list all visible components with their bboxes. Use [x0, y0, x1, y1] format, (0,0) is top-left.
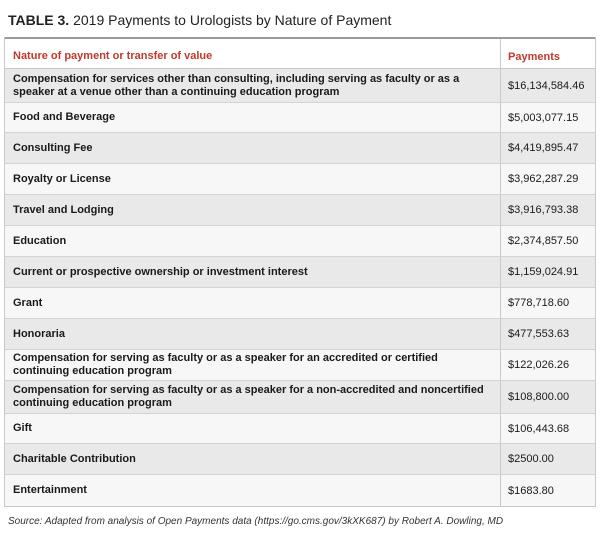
table-row — [5, 319, 595, 350]
source-note: Source: Adapted from analysis of Open Payments data (https://go.cms.gov/3kXK687) by Robert A. Dowling, MD — [8, 516, 504, 527]
nature-cell — [5, 444, 501, 474]
table-number: TABLE 3. — [8, 12, 70, 28]
header-nature: Nature of payment or transfer of value — [5, 39, 501, 68]
nature-text: Current or prospective ownership or investment interest — [13, 265, 308, 278]
nature-cell — [5, 414, 501, 443]
table-row — [5, 257, 595, 288]
nature-cell — [5, 381, 501, 413]
payment-cell: $5,003,077.15 — [508, 111, 579, 124]
nature-text: Compensation for serving as faculty or as a speaker for a non-accredited and noncertified continuing education program — [13, 384, 484, 409]
nature-cell — [5, 475, 501, 506]
nature-text: Gift — [13, 422, 32, 434]
nature-text: Entertainment — [13, 484, 87, 496]
payment-cell: $106,443.68 — [508, 422, 570, 435]
table-row — [5, 133, 595, 164]
payments-table — [4, 37, 596, 507]
table-row — [5, 195, 595, 226]
nature-cell — [5, 350, 501, 380]
table-title — [8, 12, 391, 28]
nature-text: Compensation for services other than consulting, including serving as faculty or as a speaker at a venue other than a continuing education program — [13, 72, 460, 98]
nature-cell — [5, 226, 501, 256]
payment-cell: $1,159,024.91 — [508, 266, 579, 278]
nature-cell — [5, 257, 501, 287]
payment-cell: $122,026.26 — [508, 359, 570, 371]
table-row — [5, 164, 595, 195]
payment-cell: $4,419,895.47 — [508, 142, 579, 154]
payment-cell: $2500.00 — [508, 453, 554, 465]
table-body — [5, 69, 595, 506]
nature-cell — [5, 319, 501, 349]
payment-cell: $1683.80 — [508, 484, 554, 497]
table-header-row — [5, 37, 595, 69]
nature-text: Royalty or License — [13, 172, 111, 185]
nature-text: Grant — [13, 296, 43, 309]
table-row — [5, 381, 595, 414]
payment-cell: $3,962,287.29 — [508, 173, 579, 185]
nature-cell — [5, 69, 501, 102]
nature-cell — [5, 133, 501, 163]
nature-text: Compensation for serving as faculty or as a speaker for an accredited or certified continuing education program — [13, 352, 438, 377]
nature-text: Honoraria — [13, 327, 65, 340]
table-row — [5, 414, 595, 444]
table-row — [5, 288, 595, 319]
table-row — [5, 475, 595, 506]
table-row — [5, 444, 595, 475]
nature-cell — [5, 103, 501, 132]
table-row — [5, 69, 595, 103]
table-row — [5, 350, 595, 381]
nature-cell — [5, 195, 501, 225]
nature-text: Travel and Lodging — [13, 203, 114, 216]
nature-text: Food and Beverage — [13, 111, 116, 123]
nature-cell — [5, 288, 501, 318]
payment-cell: $778,718.60 — [508, 297, 570, 309]
payment-cell: $3,916,793.38 — [508, 204, 579, 216]
nature-text: Consulting Fee — [13, 141, 93, 154]
table-row — [5, 103, 595, 133]
payment-cell: $2,374,857.50 — [508, 235, 579, 247]
table-row — [5, 226, 595, 257]
table-caption: 2019 Payments to Urologists by Nature of Payment — [73, 12, 392, 28]
nature-text: Education — [13, 234, 67, 247]
payment-cell: $477,553.63 — [508, 328, 570, 340]
header-payments: Payments — [508, 50, 560, 63]
nature-text: Charitable Contribution — [13, 452, 136, 465]
payment-cell: $108,800.00 — [508, 391, 570, 403]
payment-cell: $16,134,584.46 — [508, 79, 585, 92]
nature-cell — [5, 164, 501, 194]
